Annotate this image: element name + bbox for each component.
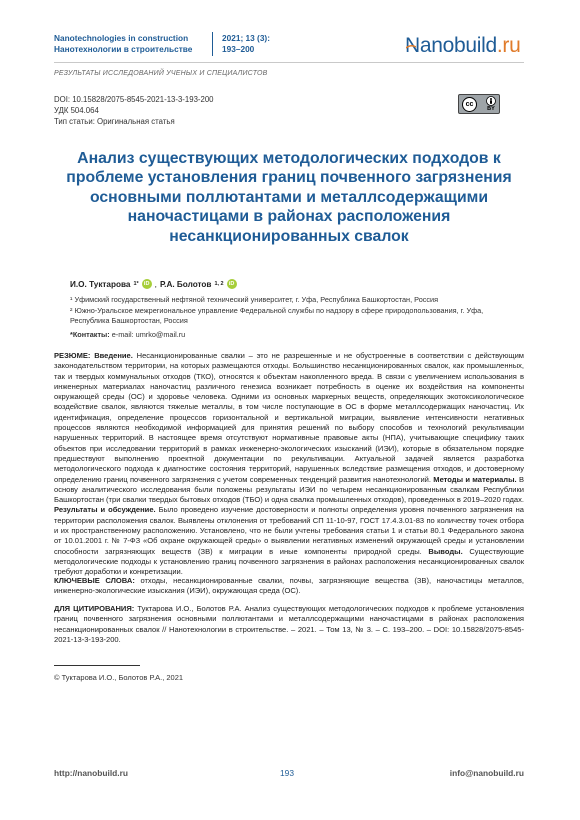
conclusions-label: Выводы. [428,546,463,556]
footer-email-link[interactable]: info@nanobuild.ru [449,768,524,778]
methods-text: В основу аналитического исследования были положены результаты ИЭИ по четырем несанкционированным свалкам Республики Башкортостан (три свалки твердых бытовых отходов (ТБО) и одна свалка промышленных отходов), проведенных в 2019–2020 годах. [54,474,524,505]
udk: УДК 504.064 [54,106,99,115]
logo-main: Nanobuild [405,34,497,57]
header-separator [212,32,213,56]
results-label: Результаты и обсуждение. [54,505,156,515]
cc-icon: cc [462,97,477,112]
logo-dot: .ru [496,34,521,57]
footer-site-link[interactable]: http://nanobuild.ru [54,768,128,778]
journal-name [54,33,192,55]
person-icon [486,96,496,106]
author-1-sup: 1* [133,281,139,287]
logo-swoosh-icon [406,44,416,49]
orcid-icon[interactable]: iD [227,279,237,289]
copyright: © Туктарова И.О., Болотов Р.А., 2021 [54,673,184,682]
keywords-label: КЛЮЧЕВЫЕ СЛОВА: [54,576,135,585]
nanobuild-logo[interactable] [405,34,520,58]
cc-by-label: BY [487,106,495,112]
journal-name-ru: Нанотехнологии в строительстве [54,44,193,54]
orcid-icon[interactable]: iD [142,279,152,289]
contacts-email[interactable]: e-mail: umrko@mail.ru [111,330,186,339]
issue-info [222,33,270,55]
issue-pages: 193–200 [222,44,255,54]
journal-name-en: Nanotechnologies in construction [54,33,189,43]
affiliation-1: ¹ Уфимский государственный нефтяной технический университет, г. Уфа, Республика Башкортостан, Россия [70,295,439,304]
affiliation-2: ² Южно-Уральское межрегиональное управление Федеральной службы по надзору в сфере природопользования, г. Уфа, Республика Башкортостан, Россия [70,306,484,325]
issue-number: 2021; 13 (3): [222,33,270,43]
methods-label: Методы и материалы. [433,474,517,484]
abstract [54,351,524,578]
section-label: РЕЗУЛЬТАТЫ ИССЛЕДОВАНИЙ УЧЕНЫХ И СПЕЦИАЛИСТОВ [54,70,268,77]
page-number: 193 [280,768,294,778]
article-type: Тип статьи: Оригинальная статья [54,117,175,126]
citation-label: ДЛЯ ЦИТИРОВАНИЯ: [54,604,135,613]
article-title: Анализ существующих методологических подходов к проблеме установления границ почвенного загрязнения основными поллютантами и металлсодержащими наночастицами в районах расположения несанкционированных свалок [66,150,512,245]
author-2: Р.А. Болотов [159,279,212,289]
author-1: И.О. Туктарова [70,279,131,289]
header-divider [54,62,524,63]
conclusions-text: Существующие методологические подходы к установлению границ почвенного загрязнения в районах расположения несанкционированных свалок требуют доработки и конкретизации. [54,546,524,577]
doi[interactable]: DOI: 10.15828/2075-8545-2021-13-3-193-200 [54,95,214,104]
citation-text: Туктарова И.О., Болотов Р.А. Анализ существующих методологических подходов к проблеме установления границ почвенного загрязнения основными поллютантами и металлсодержащими наночастицами в районах расположения несанкционированных свалок // Нанотехнологии в строительстве. – 2021. – Том 13, № 3. – С. 193–200. – DOI: 10.15828/2075-8545-2021-13-3-193-200. [54,604,524,644]
author-2-sup: 1, 2 [214,281,224,287]
cc-license-badge[interactable] [458,94,500,114]
intro-text: Несанкционированные свалки – это не разрешенные и не обустроенные в соответствии с действующим законодательством территории, на которых размещаются отходы. Большинство несанкционированных свалок, как промышленных, так и твердых коммунальных отходов (ТКО), относятся к объектам накопленного вреда. В связи с увеличением использования в инженерных материалах наночастиц различного генезиса возникает потребность в оценке их воздействия на компоненты окружающей среды (ОС) и здоровье человека. Одними из основных маркерных веществ, определяющих экотоксикологическое воздействие свалок, являются тяжелые металлы, в том числе поступающие в ОС в форме металлсодержащих наночастиц. Их идентификация, определение процессов горизонтальной и вертикальной миграции, выявление интенсивности негативных процессов являются необходимой информацией для принятия решений по выбору способов и технологий рекультивации нарушенных территорий. В настоящее время отсутствуют нормативные правовые акты (НПА), учитывающие специфику таких объектов при исследовании территорий в рамках инженерно-экологических изысканий (ИЭИ), которые в обязательном порядке предшествуют выполнению проектной документации по рекультивации. Актуальной задачей является разработка методологического подхода к диагностике состояния территорий, нарушенных вследствие размещения отходов, и достоверному определению границ почвенного загрязнения с учетом современных тенденций развития нанотехнологий. [54,351,524,484]
authors: И.О. Туктарова 1* iD , Р.А. Болотов 1, 2 iD [70,279,237,289]
results-text: Было проведено изучение достоверности и полноты определения уровня почвенного загрязнения на территории расположения свалок. Выявлены отклонения от требований СП 11-10-97, ГОСТ 17.4.3.01-83 по количеству точек отбора и их пространственному расположению. Установлено, что не были учтены требования статьи 1 и статьи 80.1 Федерального закона от 10.01.2001 г. № 7-ФЗ «Об охране окружающей среды» о выявлении негативных изменений окружающей среды и установлении способности загрязняющих веществ (ЗВ) к миграции в иные компоненты природной среды. [54,505,524,556]
contacts [70,330,185,339]
keywords [54,576,524,597]
abstract-label: РЕЗЮМЕ: [54,351,91,360]
footnote-divider [54,665,140,666]
intro-label: Введение. [94,351,133,360]
contacts-label: *Контакты: [70,330,110,339]
keywords-text: отходы, несанкционированные свалки, почвы, загрязняющие вещества (ЗВ), наночастицы металлов, инженерно-экологические изыскания (ИЭИ), окружающая среда (ОС). [54,576,524,596]
citation [54,604,524,645]
